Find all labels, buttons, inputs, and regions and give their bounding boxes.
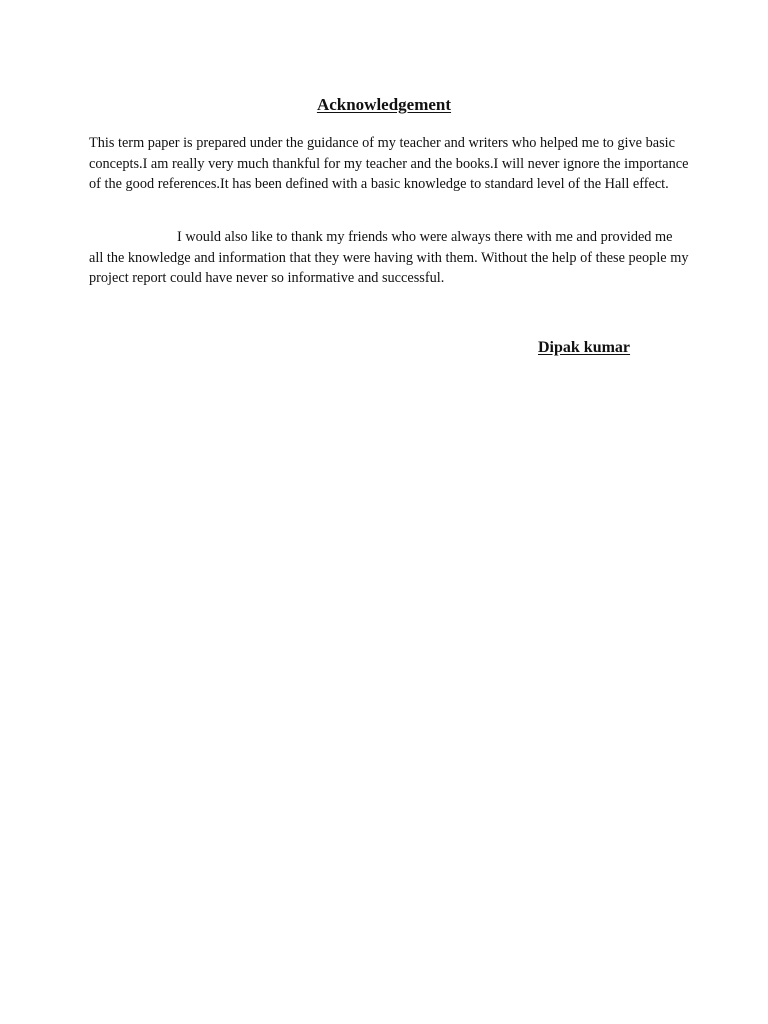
page-title: Acknowledgement [316, 95, 452, 114]
paragraph-guidance: This term paper is prepared under the guidance of my teacher and writers who helped me to give basic concepts.I am really very much thankful for my teacher and the books.I will never ignore the importance of the good references.It has been defined with a basic knowledge to standard level of the Hall effect. [89, 135, 689, 193]
paragraph-thanks-friends: I would also like to thank my friends who were always there with me and provided me all the knowledge and information that they were having with them. Without the help of these people my project report could have never so informative and successful. [89, 229, 689, 287]
author-signature: Dipak kumar [538, 339, 631, 356]
